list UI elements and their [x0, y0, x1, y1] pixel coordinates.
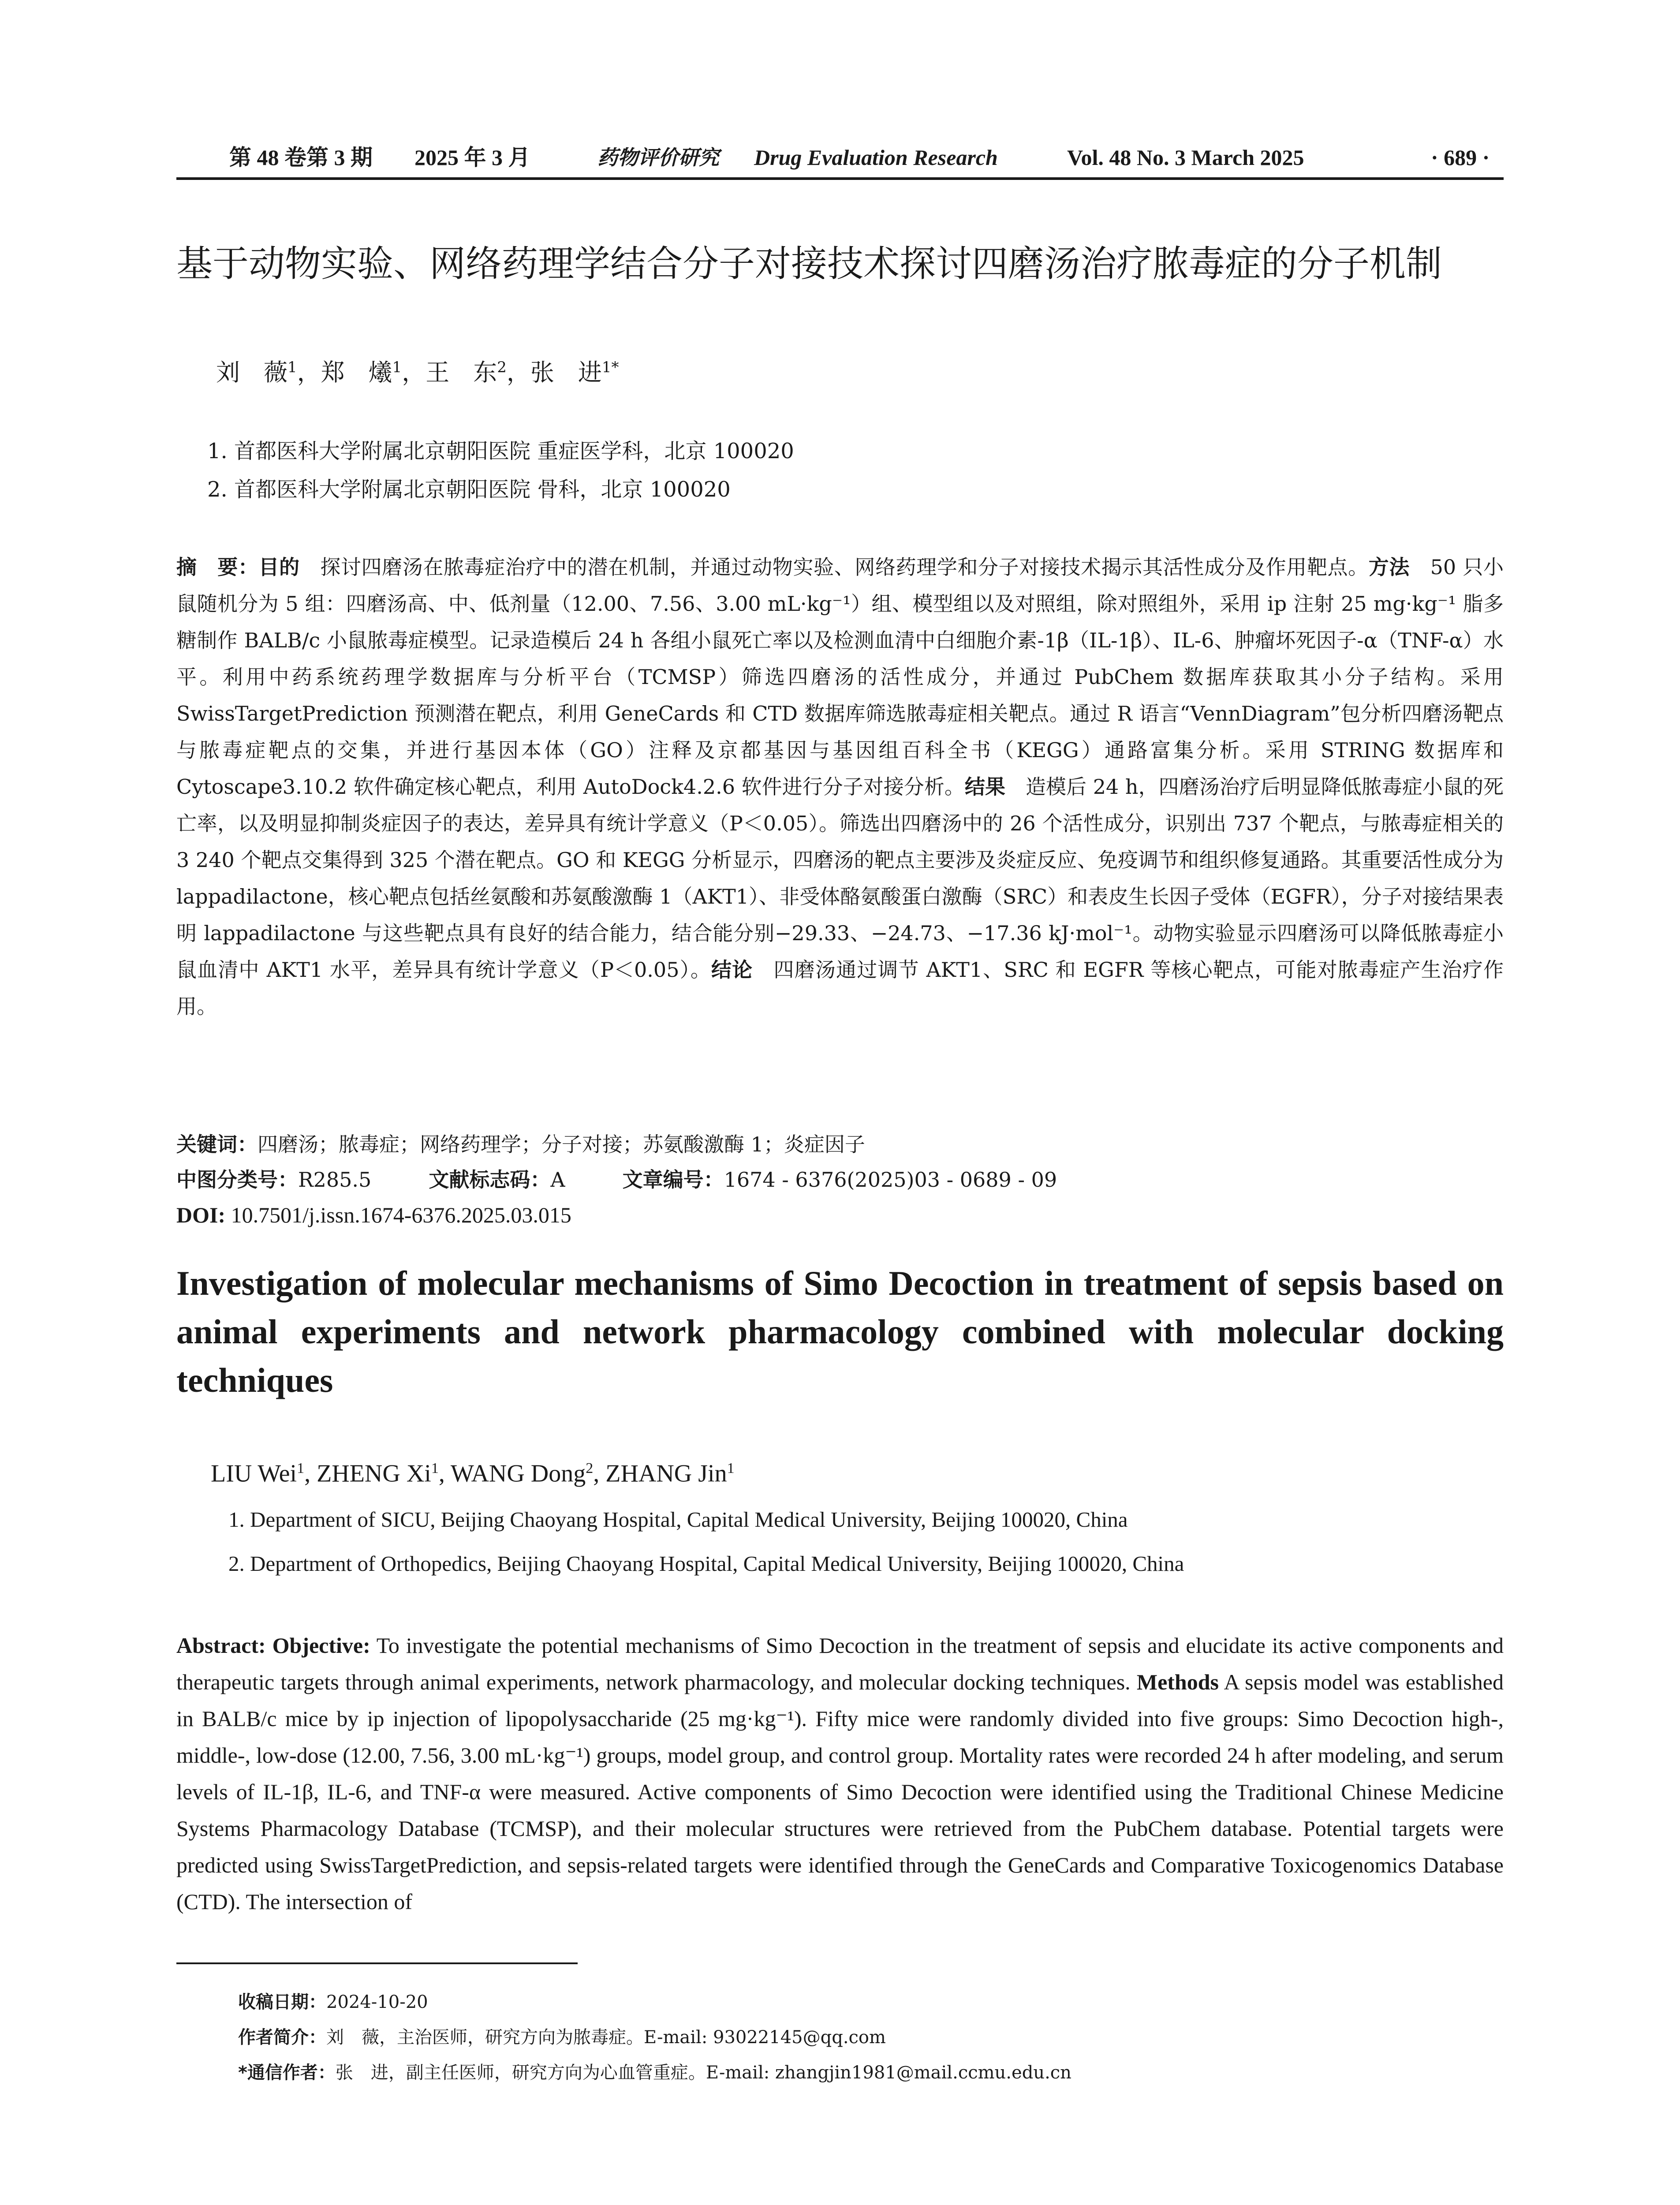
methods-cn-label: 方法 [1368, 555, 1410, 579]
abstract-en [176, 1627, 1504, 1920]
doi-link[interactable]: 10.7501/j.issn.1674-6376.2025.03.015 [225, 1203, 571, 1227]
title-en: Investigation of molecular mechanisms of Simo Decoction in treatment of sepsis based on animal experiments and network pharmacology combined with molecular docking techniques [176, 1264, 1504, 1399]
author-cn-sup: 1* [601, 359, 619, 376]
author-en: LIU Wei [211, 1460, 297, 1487]
doc-code-value: A [550, 1168, 565, 1192]
objective-cn-text: 探讨四磨汤在脓毒症治疗中的潜在机制，并通过动物实验、网络药理学和分子对接技术揭示其活性成分及作用靶点。 [299, 555, 1369, 579]
keywords-cn [176, 1129, 1504, 1160]
author-en-sup: 2 [586, 1460, 594, 1476]
results-cn-label: 结果 [964, 775, 1005, 799]
footnote-author [238, 2024, 1473, 2051]
title-cn: 基于动物实验、网络药理学结合分子对接技术探讨四磨汤治疗脓毒症的分子机制 [176, 243, 1442, 285]
footnote-corresponding [238, 2059, 1473, 2086]
corresponding-label: *通信作者： [238, 2063, 336, 2083]
author-en-sup: 1 [431, 1460, 439, 1476]
affiliation-en-1: 1. Department of SICU, Beijing Chaoyang Hospital, Capital Medical University, Beijing 100020, China [228, 1507, 1128, 1532]
header-en-volume: Vol. 48 No. 3 March 2025 [1067, 145, 1304, 170]
corresponding-text: 张 进，副主任医师，研究方向为心血管重症。E-mail: zhangjin1981@mail.ccmu.edu.cn [335, 2063, 1071, 2083]
authors-cn: 刘 薇$^1$，郑 爔$^1$，王 东$^2$，张 进$^{1*}$ [216, 359, 619, 386]
author-bio-text: 刘 薇，主治医师，研究方向为脓毒症。E-mail: 93022145@qq.com [326, 2027, 886, 2048]
clc-label: 中图分类号： [176, 1168, 298, 1192]
author-cn-sup: 2 [497, 359, 507, 376]
author-cn: 郑 爔 [321, 359, 392, 386]
running-header [176, 138, 1504, 180]
affiliation-cn-2: 2. 首都医科大学附属北京朝阳医院 骨科，北京 100020 [207, 477, 731, 502]
keywords-cn-label: 关键词： [176, 1132, 258, 1156]
classification-line [176, 1164, 1504, 1195]
doc-code-label: 文献标志码： [429, 1168, 551, 1192]
author-en-sup: 1 [297, 1460, 305, 1476]
received-date: 2024-10-20 [326, 1992, 428, 2012]
author-en: ZHANG Jin [605, 1460, 727, 1487]
footnote-divider [176, 1962, 578, 1964]
objective-en-text: To investigate the potential mechanisms of Simo Decoction in the treatment of sepsis and elucidate its active components and therapeutic targets through animal experiments, network pharmacology, and molecular docking techniques. [176, 1633, 1504, 1694]
author-cn-sup: 1 [287, 359, 297, 376]
authors-en: LIU Wei$^1$, ZHENG Xi$^1$, WANG Dong$^2$, ZHANG Jin$^1$ [211, 1460, 735, 1487]
header-journal-name: Drug Evaluation Research [754, 145, 998, 170]
abstract-cn [176, 549, 1504, 1025]
author-cn: 王 东 [426, 359, 497, 386]
clc-value: R285.5 [298, 1168, 372, 1192]
article-id-value: 1674 - 6376(2025)03 - 0689 - 09 [724, 1168, 1057, 1192]
keywords-cn-text: 四磨汤；脓毒症；网络药理学；分子对接；苏氨酸激酶 1；炎症因子 [258, 1132, 865, 1156]
received-label: 收稿日期： [238, 1992, 326, 2012]
author-cn-sup: 1 [392, 359, 402, 376]
abstract-cn-label: 摘 要： [176, 555, 259, 579]
affiliation-en-2: 2. Department of Orthopedics, Beijing Chaoyang Hospital, Capital Medical University, Beijing 100020, China [228, 1551, 1184, 1576]
methods-en-text: A sepsis model was established in BALB/c mice by ip injection of lipopolysaccharide (25 mg·kg⁻¹). Fifty mice were randomly divided into five groups: Simo Decoction high-, middle-, low-dose (12.00, 7.56, 3.00 mL·kg⁻¹) groups, model group, and control group. Mortality rates were recorded 24 h after modeling, and serum levels of IL-1β, IL-6, and TNF-α were measured. Active components of Simo Decoction were identified using the Traditional Chinese Medicine Systems Pharmacology Database (TCMSP), and their molecular structures were retrieved from the PubChem database. Potential targets were predicted using SwissTargetPrediction, and sepsis-related targets were identified through the GeneCards and Comparative Toxicogenomics Database (CTD). The intersection of [176, 1670, 1504, 1914]
author-en: ZHENG Xi [317, 1460, 431, 1487]
author-bio-label: 作者简介： [238, 2027, 326, 2048]
author-cn: 张 进 [530, 359, 602, 386]
doi-label: DOI: [176, 1203, 226, 1227]
footnote-received [238, 1989, 1473, 2015]
conclusion-cn-label: 结论 [711, 958, 753, 982]
journal-logo: 药物评价研究 [597, 146, 719, 169]
objective-en-label: Objective: [272, 1633, 370, 1658]
author-en-sup: 1 [727, 1460, 735, 1476]
header-cn-volume: 第 48 卷第 3 期 [229, 145, 373, 170]
conclusion-cn-text: 四磨汤通过调节 AKT1、SRC 和 EGFR 等核心靶点，可能对脓毒症产生治疗作用。 [176, 958, 1504, 1018]
author-cn: 刘 薇 [216, 359, 287, 386]
header-page-number: · 689 · [1431, 145, 1490, 170]
affiliation-cn-1: 1. 首都医科大学附属北京朝阳医院 重症医学科，北京 100020 [207, 439, 794, 463]
header-cn-date: 2025 年 3 月 [414, 145, 530, 170]
objective-cn-label: 目的 [258, 555, 300, 579]
article-id-label: 文章编号： [622, 1168, 724, 1192]
abstract-en-label: Abstract: [176, 1633, 273, 1658]
author-en: WANG Dong [450, 1460, 586, 1487]
methods-en-label: Methods [1136, 1670, 1219, 1694]
results-cn-text: 造模后 24 h，四磨汤治疗后明显降低脓毒症小鼠的死亡率，以及明显抑制炎症因子的表达，差异具有统计学意义（P＜0.05）。筛选出四磨汤中的 26 个活性成分，识别出 737 个靶点，与脓毒症相关的 3 240 个靶点交集得到 325 个潜在靶点。GO 和 KEGG 分析显示，四磨汤的靶点主要涉及炎症反应、免疫调节和组织修复通路。其重要活性成分为 lappadilactone，核心靶点包括丝氨酸和苏氨酸激酶 1（AKT1）、非受体酪氨酸蛋白激酶（SRC）和表皮生长因子受体（EGFR），分子对接结果表明 lappadilactone 与这些靶点具有良好的结合能力，结合能分别−29.33、−24.73、−17.36 kJ·mol⁻¹。动物实验显示四磨汤可以降低脓毒症小鼠血清中 AKT1 水平，差异具有统计学意义（P＜0.05）。 [176, 775, 1504, 982]
doi [176, 1200, 1504, 1230]
methods-cn-text: 50 只小鼠随机分为 5 组：四磨汤高、中、低剂量（12.00、7.56、3.00 mL·kg⁻¹）组、模型组以及对照组，除对照组外，采用 ip 注射 25 mg·kg⁻¹ 脂多糖制作 BALB/c 小鼠脓毒症模型。记录造模后 24 h 各组小鼠死亡率以及检测血清中白细胞介素-1β（IL-1β）、IL-6、肿瘤坏死因子-α（TNF-α）水平。利用中药系统药理学数据库与分析平台（TCMSP）筛选四磨汤的活性成分，并通过 PubChem 数据库获取其小分子结构。采用 SwissTargetPrediction 预测潜在靶点，利用 GeneCards 和 CTD 数据库筛选脓毒症相关靶点。通过 R 语言“VennDiagram”包分析四磨汤靶点与脓毒症靶点的交集，并进行基因本体（GO）注释及京都基因与基因组百科全书（KEGG）通路富集分析。采用 STRING 数据库和 Cytoscape3.10.2 软件确定核心靶点，利用 AutoDock4.2.6 软件进行分子对接分析。 [176, 555, 1504, 799]
